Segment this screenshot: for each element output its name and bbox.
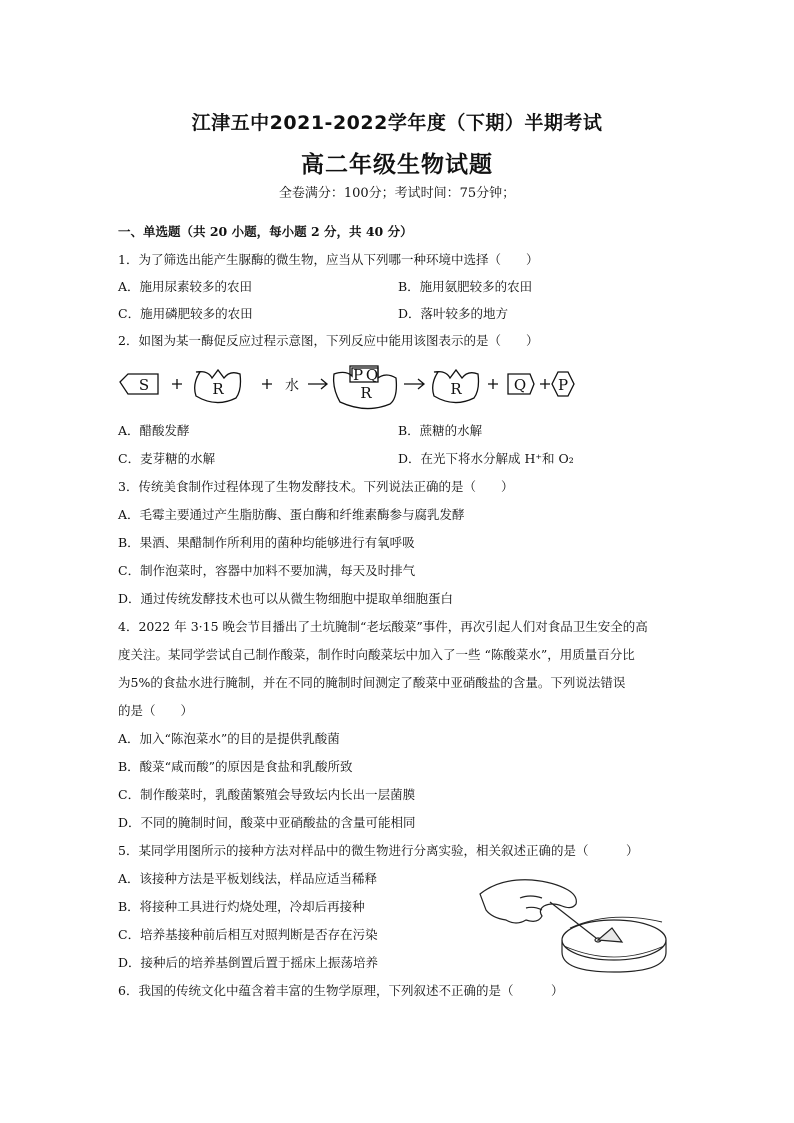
question-6-stem: 6．我国的传统文化中蕴含着丰富的生物学原理，下列叙述不正确的是（ ） <box>118 983 564 998</box>
q5-option-c: C．培养基接种前后相互对照判断是否存在污染 <box>118 927 378 942</box>
label-p-complex: P <box>352 366 364 384</box>
q3-option-d: D．通过传统发酵技术也可以从微生物细胞中提取单细胞蛋白 <box>118 591 454 606</box>
q4-option-c: C．制作酸菜时，乳酸菌繁殖会导致坛内长出一层菌膜 <box>118 787 416 802</box>
arrow-2 <box>404 379 424 389</box>
question-1-stem: 1．为了筛选出能产生脲酶的微生物，应当从下列哪一种环境中选择（ ） <box>118 252 539 267</box>
q1-option-d: D．落叶较多的地方 <box>398 306 509 321</box>
q4-option-b: B．酸菜“咸而酸”的原因是食盐和乳酸所致 <box>118 759 353 774</box>
question-4-stem-line-3: 为5%的食盐水进行腌制，并在不同的腌制时间测定了酸菜中亚硝酸盐的含量。下列说法错误 <box>118 675 626 690</box>
q5-option-b: B．将接种工具进行灼烧处理，冷却后再接种 <box>118 899 365 914</box>
q2-option-b: B．蔗糖的水解 <box>398 423 483 438</box>
exam-title: 江津五中2021-2022学年度（下期）半期考试 <box>191 112 603 134</box>
subject-title: 高二年级生物试题 <box>301 152 493 178</box>
q1-option-b: B．施用氨肥较多的农田 <box>398 279 533 294</box>
question-2-stem: 2．如图为某一酶促反应过程示意图，下列反应中能用该图表示的是（ ） <box>118 333 539 348</box>
section-heading: 一、单选题（共 20 小题，每小题 2 分，共 40 分） <box>118 224 413 239</box>
plus-sign <box>488 379 498 389</box>
exam-info: 全卷满分：100分；考试时间：75分钟； <box>278 186 516 201</box>
q2-option-c: C．麦芽糖的水解 <box>118 451 216 466</box>
enzyme-reaction-diagram <box>116 362 576 412</box>
question-4-stem-line-1: 4．2022 年 3·15 晚会节目播出了土坑腌制“老坛酸菜”事件，再次引起人们对食品卫生安全的高 <box>118 619 648 634</box>
label-r-product: R <box>450 380 462 398</box>
question-4-stem-line-4: 的是（ ） <box>118 703 194 718</box>
plus-sign <box>540 379 550 389</box>
label-q-complex: Q <box>365 366 379 384</box>
q3-option-b: B．果酒、果醋制作所利用的菌种均能够进行有氧呼吸 <box>118 535 415 550</box>
q3-option-a: A．毛霉主要通过产生脂肪酶、蛋白酶和纤维素酶参与腐乳发酵 <box>118 507 465 522</box>
label-water: 水 <box>285 378 299 394</box>
hand-shape <box>480 880 576 923</box>
q2-option-a: A．醋酸发酵 <box>118 423 190 438</box>
label-r: R <box>212 380 224 398</box>
question-4-stem-line-2: 度关注。某同学尝试自己制作酸菜，制作时向酸菜坛中加入了一些 “陈酸菜水”，用质量百分比 <box>118 647 635 662</box>
streak-area <box>598 928 622 942</box>
q4-option-a: A．加入“陈泡菜水”的目的是提供乳酸菌 <box>118 731 340 746</box>
q1-option-c: C．施用磷肥较多的农田 <box>118 306 253 321</box>
q4-option-d: D．不同的腌制时间，酸菜中亚硝酸盐的含量可能相同 <box>118 815 416 830</box>
q2-option-d: D．在光下将水分解成 H⁺和 O₂ <box>398 451 574 466</box>
q1-option-a: A．施用尿素较多的农田 <box>118 279 253 294</box>
petri-dish-side <box>562 940 666 972</box>
label-r-complex: R <box>360 384 372 402</box>
q3-option-c: C．制作泡菜时，容器中加料不要加满，每天及时排气 <box>118 563 416 578</box>
q5-option-d: D．接种后的培养基倒置后置于摇床上振荡培养 <box>118 955 379 970</box>
plus-sign <box>262 379 272 389</box>
question-3-stem: 3．传统美食制作过程体现了生物发酵技术。下列说法正确的是（ ） <box>118 479 514 494</box>
label-q: Q <box>513 376 527 394</box>
streak-plate-illustration <box>472 868 668 976</box>
petri-dish-lid-edge <box>570 917 662 928</box>
question-5-stem: 5．某同学用图所示的接种方法对样品中的微生物进行分离实验，相关叙述正确的是（ ） <box>118 843 639 858</box>
arrow-1 <box>308 379 327 389</box>
label-p: P <box>557 376 569 394</box>
q5-option-a: A．该接种方法是平板划线法，样品应适当稀释 <box>118 871 378 886</box>
plus-sign <box>172 379 182 389</box>
label-s: S <box>138 376 150 394</box>
